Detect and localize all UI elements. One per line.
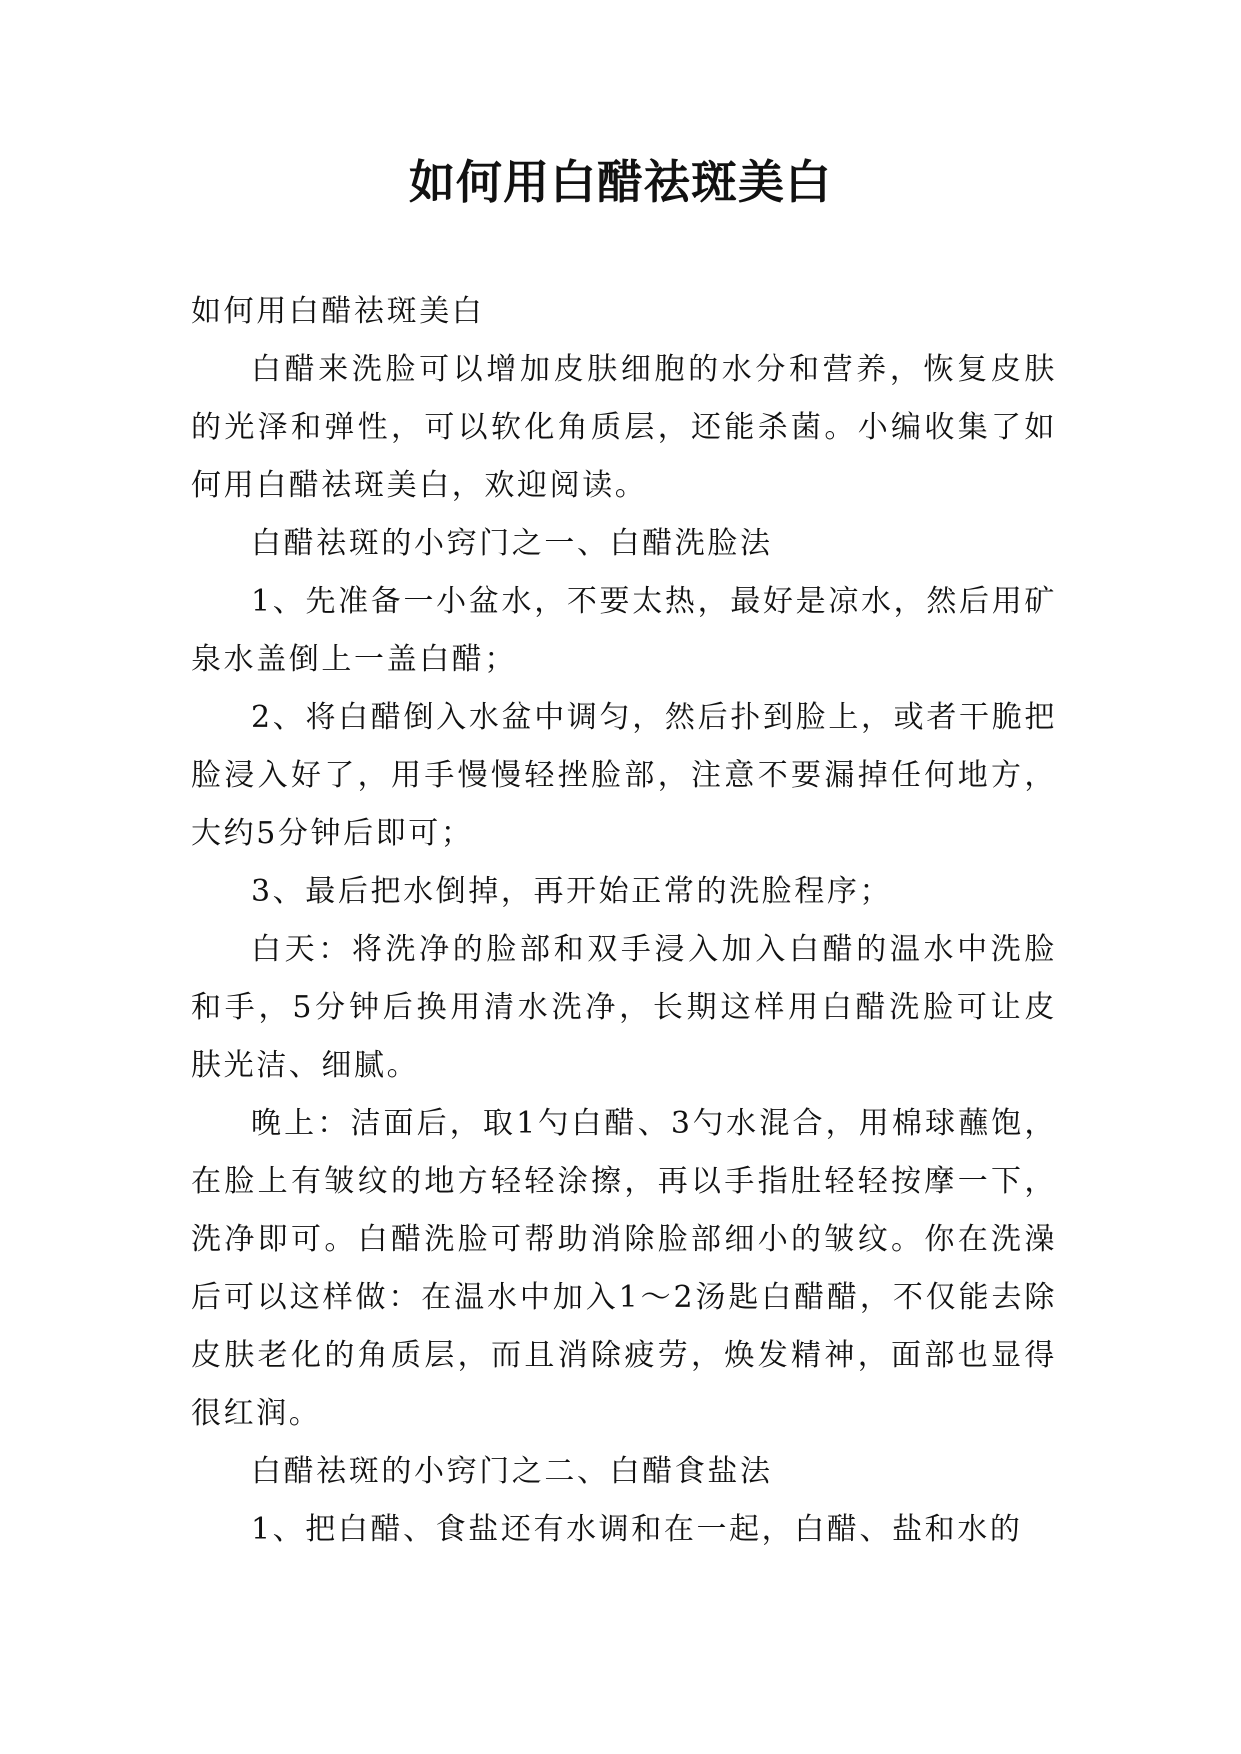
section-heading-face-wash: 白醋祛斑的小窍门之一、白醋洗脸法 bbox=[251, 526, 773, 561]
paragraph-subtitle: 如何用白醋祛斑美白 bbox=[191, 294, 485, 329]
section-heading-salt: 白醋祛斑的小窍门之二、白醋食盐法 bbox=[251, 1454, 773, 1489]
document-title: 如何用白醋祛斑美白 bbox=[409, 155, 832, 209]
salt-step-1-paragraph: 1、把白醋、食盐还有水调和在一起，白醋、盐和水的 bbox=[251, 1512, 1023, 1547]
document-body bbox=[191, 283, 1057, 1559]
evening-paragraph: 晚上：洁面后，取1勺白醋、3勺水混合，用棉球蘸饱，在脸上有皱纹的地方轻轻涂擦，再以手指肚轻轻按摩一下，洗净即可。白醋洗脸可帮助消除脸部细小的皱纹。你在洗澡后可以这样做：在温水中加入1～2汤匙白醋醋，不仅能去除皮肤老化的角质层，而且消除疲劳，焕发精神，面部也显得很红润。 bbox=[191, 1106, 1057, 1431]
step-1-paragraph: 1、先准备一小盆水，不要太热，最好是凉水，然后用矿泉水盖倒上一盖白醋； bbox=[191, 584, 1057, 677]
step-2-paragraph: 2、将白醋倒入水盆中调匀，然后扑到脸上，或者干脆把脸浸入好了，用手慢慢轻挫脸部，注意不要漏掉任何地方，大约5分钟后即可； bbox=[191, 700, 1057, 851]
step-3-paragraph: 3、最后把水倒掉，再开始正常的洗脸程序； bbox=[251, 874, 893, 909]
daytime-paragraph: 白天：将洗净的脸部和双手浸入加入白醋的温水中洗脸和手，5分钟后换用清水洗净，长期这样用白醋洗脸可让皮肤光洁、细腻。 bbox=[191, 932, 1057, 1083]
paragraph-intro: 白醋来洗脸可以增加皮肤细胞的水分和营养，恢复皮肤的光泽和弹性，可以软化角质层，还能杀菌。小编收集了如何用白醋祛斑美白，欢迎阅读。 bbox=[191, 352, 1057, 503]
